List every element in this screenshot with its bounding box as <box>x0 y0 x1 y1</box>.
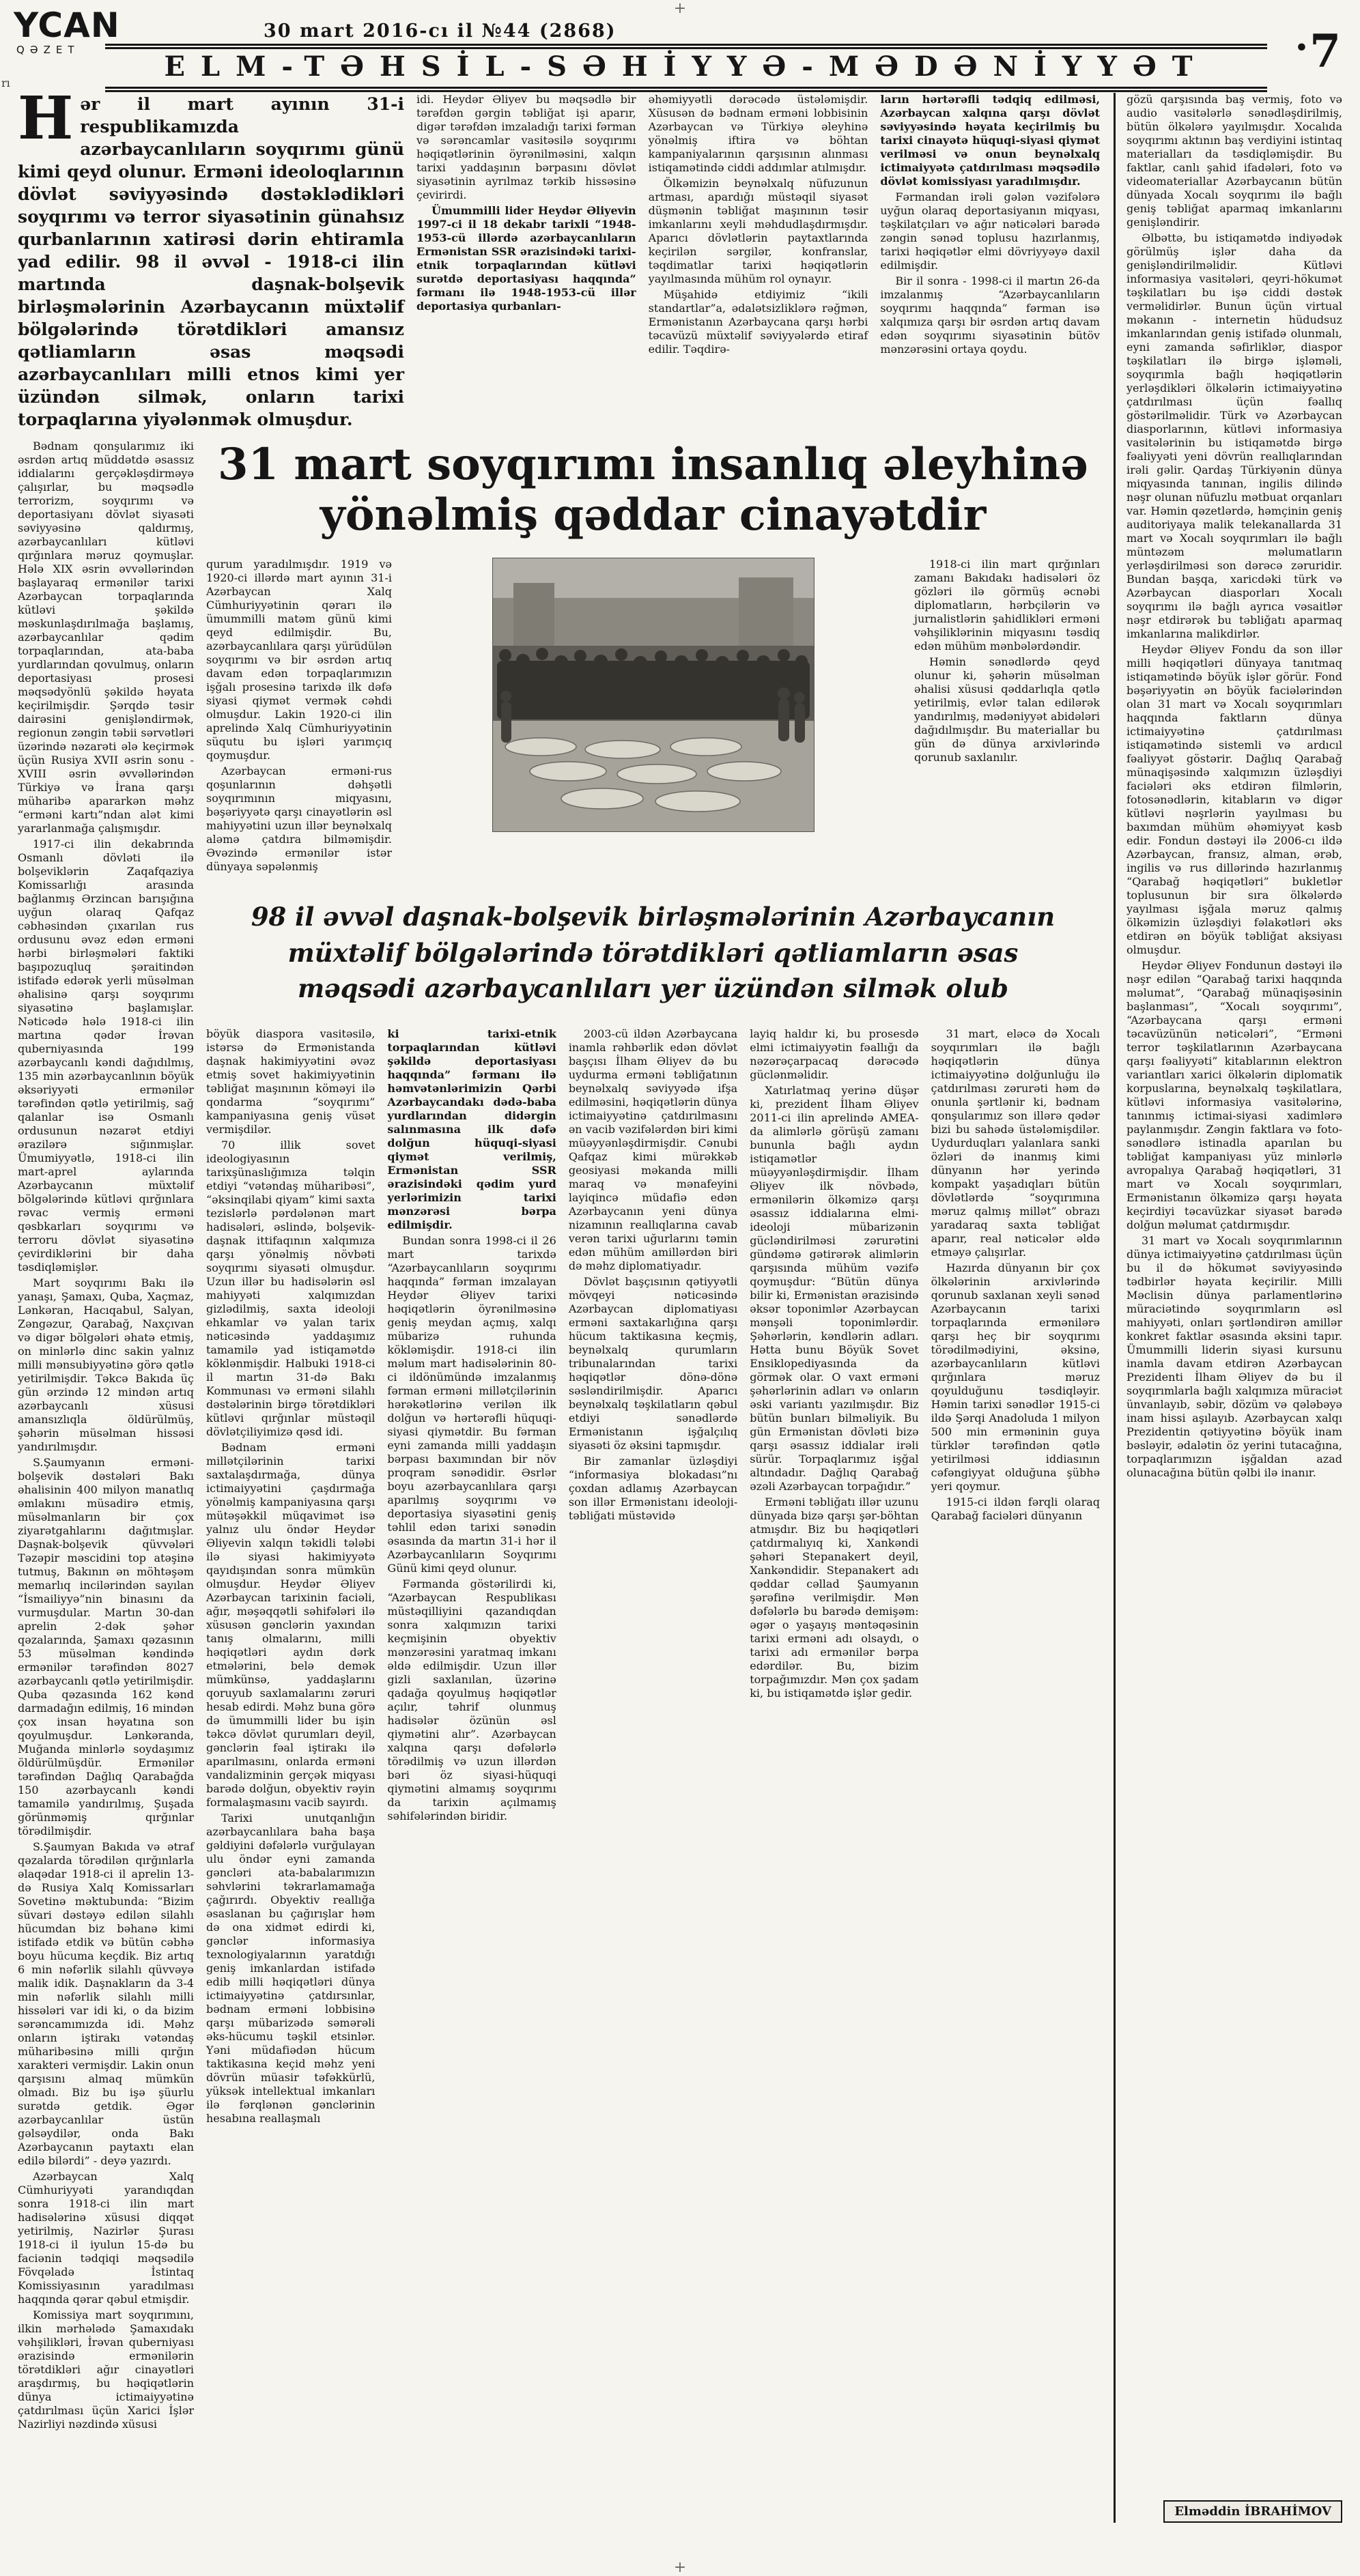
pull-quote: 98 il əvvəl daşnak-bolşevik birləşmələrinin Azərbaycanın müxtəlif bölgələrində törətdikləri qətliamların əsas məqsədi azərbaycanlıları yer üzündən silmək olub <box>251 902 1056 1004</box>
paragraph: S.Şaumyan Bakıda və ətraf qəzalarda törədilən qırğınlarla əlaqədar 1918-ci il aprelin 13-də Rusiya Xalq Komissarları Sovetinə məktubunda: “Bizim süvari dəstəyə edilən silahlı hücumdan biz bəhanə kimi istifadə etdik və bütün cəbhə boyu hücuma keçdik. Biz artıq 6 min nəfərlik silahlı qüvvəyə malik idik. Daşnakların da 3-4 min nəfərlik silahlı milli hissələri var idi ki, o da bizim sərəncamımızda idi. Məhz onların iştirakı vətəndaş müharibəsinə milli qırğın xarakteri vermişdir. Lakin onun qarşısını almaq mümkün olmadı. Biz bu işə şüurlu surətdə getdik. Əgər azərbaycanlılar üstün gəlsəydilər, onda Bakı Azərbaycanın paytaxtı elan edilə bilərdi” - deyə yazırdı. <box>18 1840 194 2167</box>
paragraph: Mart soyqırımı Bakı ilə yanaşı, Şamaxı, Quba, Xaçmaz, Lənkəran, Hacıqabul, Salyan, Zəngəzur, Qarabağ, Naxçıvan və digər bölgələri əhatə etmiş, on minlərlə dinc sakin yalnız milli mənsubiyyətinə görə qətlə yetirilmişdir. Təkcə Bakıda üç gün ərzində 12 mindən artıq azərbaycanlı xüsusi amansızlıqla öldürülmüş, şəhərin müsəlman hissəsi yandırılmışdır. <box>18 1276 194 1453</box>
paragraph: Bundan sonra 1998-ci il 26 mart tarixdə “Azərbaycanlıların soyqırımı haqqında” fərman imzalayan Heydər Əliyev tarixi həqiqətlərin öyrənilməsinə geniş meydan açmış, xalqı mübarizə ruhunda kökləmişdir. 1918-ci ilin məlum mart hadisələrinin 80-ci ildönümündə imzalanmış fərman erməni millətçilərinin hərəkətlərinə verilən ilk dolğun və hərtərəfli hüquqi-siyasi qiymətdir. Bu fərman eyni zamanda milli yaddaşın bərpası baxımından bir növ proqram sənədidir. Əsrlər boyu azərbaycanlılara qarşı aparılmış soyqırımı və deportasiya siyasətini geniş təhlil edən tarixi sənədin əsasında da martın 31-i hər il Azərbaycanlıların Soyqırımı Günü kimi qeyd olunur. <box>387 1233 556 1575</box>
page-number-value: 7 <box>1309 25 1341 78</box>
paragraph: Fərmanda göstərilirdi ki, “Azərbaycan Respublikası müstəqilliyini qazandıqdan sonra xalqımızın tarixi keçmişinin obyektiv mənzərəsini yaratmaq imkanı əldə edilmişdir. Uzun illər gizli saxlanılan, üzərinə qadağa qoyulmuş həqiqətlər açılır, təhrif olunmuş hadisələr özünün əsl qiymətini alır”. Azərbaycan xalqına qarşı dəfələrlə törədilmiş və uzun illərdən bəri öz siyasi-hüquqi qiymətini almamış soyqırımı da tarixin açılmamış səhifələrindən biridir. <box>387 1577 556 1822</box>
lower-band <box>206 1027 1100 2523</box>
logo-subtitle: QƏZET <box>16 44 80 56</box>
paragraph: 1915-ci ildən fərqli olaraq Qarabağ faciələri dünyanın <box>931 1495 1101 1522</box>
paragraph: Dövlət başçısının qətiyyətli mövqeyi nəticəsində Azərbaycan diplomatiyası erməni saxtakarlığına qarşı hücum taktikasına keçmiş, beynəlxalq qurumların tribunalarından tarixi həqiqətlər dönə-dönə səsləndirilmişdir. Aparıcı beynəlxalq təşkilatların qəbul etdiyi sənədlərdə Ermənistanın işğalçılıq siyasəti öz əksini tapmışdır. <box>568 1274 738 1452</box>
paragraph: Tarixi unutqanlığın azərbaycanlılara baha başa gəldiyini dəfələrlə vurğulayan ulu öndər eyni zamanda gəncləri ata-babalarımızın səhvlərini təkrarlamamağa çağırırdı. Obyektiv reallığa əsaslanan bu çağırışlar həm də ona xidmət edirdi ki, gənclər informasiya texnologiyalarının yaratdığı geniş imkanlardan istifadə edib milli həqiqətləri dünya ictimaiyyətinə çatdırsınlar, bədnam erməni lobbisinə qarşı mübarizədə səmərəli əks-hücumu təşkil etsinlər. Yəni müdafiədən hücum taktikasına keçid məhz yeni dövrün müasir təfəkkürlü, yüksək intellektual imkanları ilə fərqlənən gənclərinin hesabına reallaşmalı <box>206 1811 376 2125</box>
paragraph: Bir il sonra - 1998-ci il martın 26-da imzalanmış “Azərbaycanlıların soyqırımı haqqında” fərman isə xalqımıza qarşı bir əsrdən artıq davam edən soyqırımı siyasətinin bütöv mənzərəsini ortaya qoydu. <box>880 274 1101 356</box>
lead-paragraph <box>18 84 404 431</box>
column-mid-left <box>206 558 392 876</box>
column-lower-5 <box>931 1027 1100 2523</box>
top-band <box>18 84 1101 431</box>
column-rail <box>1127 93 1342 1482</box>
paragraph: əhəmiyyətli dərəcədə üstələmişdir. Xüsusən də bədnam erməni lobbisinin Azərbaycan və Türkiyə əleyhinə yönəlmiş iftira və böhtan kampaniyalarının qarşısının alınması istiqamətində ciddi addımlar atılmışdır. <box>648 93 868 174</box>
main-article-zone <box>18 84 1101 2523</box>
paragraph: Komissiya mart soyqırımını, ilkin mərhələdə Şamaxıdakı vəhşilikləri, İrəvan quberniyası ərazisində ermənilərin törətdikləri ağır cinayətləri araşdırmış, bu həqiqətlərin dünya ictimaiyyətinə çatdırılması üçün Xarici İşlər Nazirliyi nəzdində xüsusi <box>18 2308 194 2431</box>
column-top-c <box>880 93 1100 431</box>
right-rail-column <box>1114 93 1342 2523</box>
section-banner: ELM-TƏHSİL-SƏHİYYƏ-MƏDƏNİYYƏT <box>105 44 1267 92</box>
photo-image <box>492 558 814 832</box>
column-top-a <box>416 93 636 431</box>
paragraph: Heydər Əliyev Fondu da son illər milli həqiqətləri dünyaya tanıtmaq istiqamətində böyük işlər görür. Fond bəşəriyyətin ən böyük faciələrindən olan 31 mart və Xocalı soyqırımları haqqında faktların dünya ictimaiyyətinə çatdırılması istiqamətində sistemli və ardıcıl fəaliyyət göstərir. Dağlıq Qarabağ münaqişəsində xalqımızın üzləşdiyi faciələri əks etdirən filmlərin, fotosənədlərin, kitabların və digər kütləvi nəşrlərin yayılması bu baxımdan mühüm əhəmiyyət kəsb edir. Fondun dəstəyi ilə 2006-cı ildə Azərbaycan, fransız, alman, ərəb, ingilis və rus dillərində hazırlanmış “Qarabağ həqiqətləri” bukletlər toplusunun bir sıra ölkələrdə yayılması işğala məruz qalmış ölkəmizin üzləşdiyi fəlakətləri əks etdirən ən böyük təbliğat aksiyası olmuşdur. <box>1127 643 1342 956</box>
paragraph: 70 illik sovet ideologiyasının tarixşünaslığımıza təlqin etdiyi “vətəndaş müharibəsi”, “əksinqilabi qiyam” kimi saxta tezislərlə pərdələnən mart hadisələri, əslində, bolşevik-daşnak ittifaqının xalqımıza qarşı yönəlmiş növbəti soyqırımı siyasəti olmuşdur. Uzun illər bu hadisələrin əsl mahiyyəti xalqımızdan gizlədilmiş, saxta ideoloji ehkamlar və yalan tarix nəticəsində yaddaşımız tamamilə yad istiqamətdə köklənmişdir. Halbuki 1918-ci il martın 31-də Bakı Kommunası və erməni silahlı dəstələrinin birgə törətdikləri kütləvi qırğınlar müstəqil dövlətçiliyimizə qəsd idi. <box>206 1138 376 1438</box>
paragraph: Fərmandan irəli gələn vəzifələrə uyğun olaraq deportasiyanın miqyası, təşkilatçıları və ağır nəticələri barədə zəngin sənəd toplusu hazırlanmış, tarixi həqiqətlər elmi dövriyyəyə daxil edilmişdir. <box>880 190 1101 272</box>
article-photo <box>404 558 902 876</box>
paragraph: Müşahidə etdiyimiz “ikili standartlar”a, ədalətsizliklərə rəğmən, Ermənistanın Azərbaycana qarşı hərbi təcavüzü müxtəlif səviyyələrdə etiraf edilir. Təqdirə- <box>648 288 868 356</box>
paragraph: Azərbaycan Xalq Cümhuriyyəti yarandıqdan sonra 1918-ci ilin mart hadisələrinə xüsusi diqqət yetirilmiş, Nazirlər Şurası 1918-ci il iyulun 15-də bu faciənin tədqiqi məqsədilə Fövqəladə İstintaq Komissiyasının yaradılması haqqında qərar qəbul etmişdir. <box>18 2170 194 2306</box>
photo-band <box>206 558 1100 876</box>
paragraph: layiq haldır ki, bu prosesdə elmi ictimaiyyətin fəallığı da nəzərəçarpacaq dərəcədə güclənməlidir. <box>750 1027 919 1081</box>
paragraph: Bədnam qonşularımız iki əsrdən artıq müddətdə əsassız iddialarını gerçəkləşdirməyə çalışırlar, bu məqsədlə terrorizm, soyqırımı və deportasiyanı dövlət siyasəti səviyyəsinə qaldırmış, azərbaycanlıları kütləvi qırğınlara məruz qoymuşlar. Hələ XIX əsrin əvvəllərindən başlayaraq ermənilər tarixi Azərbaycan torpaqlarında kütləvi şəkildə məskunlaşdırılmağa başlamış, azərbaycanlılar qədim torpaqlarından, ata-baba yurdlarından qovulmuş, onların deportasiyası prosesi məqsədyönlü şəkildə həyata keçirilmişdir. Şərqdə təsir dairəsini genişləndirmək, regionun zəngin təbii sərvətləri üzərində nəzarəti ələ keçirmək üçün Rusiya XVII əsrin sonu - XVIII əsrin əvvəllərindən Türkiyə və İrana qarşı müharibə apararkən məhz “erməni kartı”ndan alət kimi yararlanmağa çalışmışdır. <box>18 440 194 835</box>
paragraph: 1918-ci ilin mart qırğınları zamanı Bakıdakı hadisələri öz gözləri ilə görmüş əcnəbi diplomatların, hərbçilərin və jurnalistlərin şahidlikləri erməni vəhşiliklərinin miqyasını təsdiq edən mühüm mənbələrdəndir. <box>914 558 1100 653</box>
lead-text: ər il mart ayının 31-i respublikamızda azərbaycanlıların soyqırımı günü kimi qeyd olunur. Erməni ideoloqlarının dövlət səviyyəsində dəstəklədikləri soyqırımı və terror siyasətinin günahsız qurbanlarının xatirəsi dərin ehtiramla yad edilir. 98 il əvvəl - 1918-ci ilin martında daşnak-bolşevik birləşmələrinin Azərbaycanın müxtəlif bölgələrində törətdikləri amansız qətliamların əsas məqsədi azərbaycanlıları milli etnos kimi yer üzündən silmək, onların tarixi torpaqlarına yiyələnmək olmuşdur. <box>18 94 404 429</box>
column-lower-2 <box>387 1027 556 2523</box>
paragraph: gözü qarşısında baş vermiş, foto və audio vasitələrlə sənədləşdirilmiş, bütün ölkələrə yayılmışdır. Xocalıda soyqırımı aktının baş verdiyini istintaq materialları da təsdiqləmişdir. Bu faktlar, canlı şahid ifadələri, foto və videomateriallar Azərbaycanın bütün dünyada Xocalı soyqırımı ilə bağlı geniş təbliğat aparmaq imkanlarını genişləndirir. <box>1127 93 1342 229</box>
dateline: 30 mart 2016-cı il №44 (2868) <box>264 20 617 42</box>
paragraph: ki tarixi-etnik torpaqlarından kütləvi şəkildə deportasiyası haqqında” fərmanı ilə həmvətənlərimizin Qərbi Azərbaycandakı dədə-baba yurdlarından didərgin salınmasına ilk dəfə dolğun hüquqi-siyasi qiymət verilmiş, Ermənistan SSR ərazisindəki qədim yurd yerlərimizin tarixi mənzərəsi bərpa edilmişdir. <box>387 1027 556 1231</box>
paragraph: S.Şaumyanın erməni-bolşevik dəstələri Bakı əhalisinin 400 milyon manatlıq əmlakını müsadirə etmiş, müsəlmanların bir çox ziyarətgahlarını dağıtmışlar. Daşnak-bolşevik qüvvələri Təzəpir məscidini top atəşinə tutmuş, Bakının ən möhtəşəm memarlıq incilərindən sayılan “İsmailiyyə”nin binasını da vurmuşdular. Martın 30-dan aprelin 2-dək şəhər qəzalarında, Şamaxı qəzasının 53 müsəlman kəndində ermənilər tərəfindən 8027 azərbaycanlı qətlə yetirilmişdir. Quba qəzasında 162 kənd darmadağın edilmiş, 16 mindən çox insan həyatına son qoyulmuşdur. Lənkəranda, Muğanda minlərlə soydaşımız öldürülmüşdür. Ermənilər tərəfindən Dağlıq Qarabağda 150 azərbaycanlı kəndi tamamilə yandırılmış, Şuşada görünməmiş qırğınlar törədilmişdir. <box>18 1456 194 1837</box>
paragraph: Həmin sənədlərdə qeyd olunur ki, şəhərin müsəlman əhalisi xüsusi qəddarlıqla qətlə yetirilmiş, evlər talan edilərək yandırılmış, mədəniyyət abidələri dağıdılmışdır. Bu materiallar bu gün də dünya arxivlərində qorunub saxlanılır. <box>914 655 1100 764</box>
body-band <box>18 440 1100 2523</box>
paragraph: böyük diaspora vasitəsilə, istərsə də Ermənistanda daşnak hakimiyyətini əvəz etmiş sovet hakimiyyətinin təbliğat maşınının köməyi ilə qondarma “soyqırımı” kampaniyasına geniş vüsət vermişdilər. <box>206 1027 376 1136</box>
page-body <box>18 84 1342 2523</box>
byline-container <box>1127 2489 1342 2523</box>
paragraph: Ölkəmizin beynəlxalq nüfuzunun artması, apardığı müstəqil siyasət düşmənin təbliğat maşınının təsir imkanlarını xeyli məhdudlaşdırmışdır. Aparıcı dövlətlərin paytaxtlarında keçirilən sərgilər, konfranslar, təqdimatlar tarixi həqiqətlərin yayılmasında mühüm rol oynayır. <box>648 177 868 285</box>
paragraph: ların hərtərəfli tədqiq edilməsi, Azərbaycan xalqına qarşı dövlət səviyyəsində həyata keçirilmiş bu tarixi cinayətə hüquqi-siyasi qiymət verilməsi və onun beynəlxalq ictimaiyyətə çatdırılması məqsədilə dövlət komissiyası yaradılmışdır. <box>880 93 1101 188</box>
drop-cap: H <box>18 84 74 153</box>
paragraph: idi. Heydər Əliyev bu məqsədlə bir tərəfdən gərgin təbliğat işi aparır, digər tərəfdən imzaladığı tarixi fərman və sərəncamlar vasitəsilə soyqırımı həqiqətlərinin öyrənilməsini, xalqın tarixi yaddaşının bərpasını dövlət siyasətinin ayrılmaz tərkib hissəsinə çevirirdi. <box>416 93 636 201</box>
masthead <box>14 5 1342 90</box>
paragraph: Bədnam erməni millətçilərinin tarixi saxtalaşdırmağa, dünya ictimaiyyətini çaşdırmağa yönəlmiş kampaniyasına qarşı mütəşəkkil müqavimət isə yalnız ulu öndər Heydər Əliyevin xalqın təkidli tələbi ilə siyasi hakimiyyətə qayıdışından sonra mümkün olmuşdur. Heydər Əliyev Azərbaycan tarixinin faciəli, ağır, məşəqqətli səhifələri ilə xüsusən gənclərin yaxından tanış olmalarını, milli həqiqətləri aydın dərk etmələrini, belə demək mümkünsə, yaddaşlarını qoruyub saxlamalarını zəruri hesab edirdi. Məhz buna görə də ümummilli lider bu işin təkcə dövlət qurumları deyil, gənclərin fəal iştirakı ilə aparılmasını, onlarda erməni vandalizminin gerçək miqyası barədə dolğun, obyektiv rəyin formalaşmasını vacib sayırdı. <box>206 1440 376 1809</box>
paragraph: 1917-ci ilin dekabrında Osmanlı dövləti ilə bolşeviklərin Zaqafqaziya Komissarlığı arasında bağlanmış Ərzincan barışığına uyğun olaraq Qafqaz cəbhəsindən çıxarılan rus ordusunu əvəz edən erməni hərbi birləşmələri faktiki başıpozuqluq şəraitindən istifadə edərək yerli müsəlman əhalisinə qarşı soyqırımı siyasətinə başlamışlar. Nəticədə hələ 1918-ci ilin martına qədər İrəvan quberniyasında 199 azərbaycanlı kəndi dağıdılmış, 135 min azərbaycanlının böyük əksəriyyəti ermənilər tərəfindən qətlə yetirilmiş, sağ qalanlar isə Osmanlı ordusunun nəzarət etdiyi ərazilərə sığınmışlar. Ümumiyyətlə, 1918-ci ilin mart-aprel aylarında Azərbaycanın müxtəlif bölgələrində kütləvi qırğınlara rəvac vermiş erməni qəsbkarları soyqırımı və terroru dövlət siyasətinə çevirdiklərini bir daha təsdiqləmişlər. <box>18 838 194 1274</box>
author-byline: Elməddin İBRAHİMOV <box>1163 2500 1342 2523</box>
newspaper-logo <box>14 5 120 56</box>
paragraph: 31 mart, eləcə də Xocalı soyqırımları ilə bağlı həqiqətlərin dünya ictimaiyyətinə dolğunluğu ilə çatdırılması zərurəti həm də onunla şərtlənir ki, bədnam qonşularımız son illərə qədər bizi bu sahədə üstələmişdilər. Uydurduqları yalanlara sanki özləri də inanmış kimi dünyanın hər yerində kompakt yaşadıqları bütün dövlətlərdə “soyqırımına məruz qalmış millət” obrazı yaradaraq saxta təbliğat aparır, real nəticələr əldə etməyə çalışırlar. <box>931 1027 1101 1259</box>
column-top-b <box>649 93 868 431</box>
page-number-bullet: • <box>1294 36 1309 60</box>
paragraph: Heydər Əliyev Fondunun dəstəyi ilə nəşr edilən “Qarabağ tarixi haqqında məlumat”, “Qarabağ münaqişəsinin başlanması”, “Xocalı soyqırımı”, “Azərbaycana qarşı erməni təcavüzünün nəticələri”, “Erməni terror təşkilatlarının Azərbaycana qarşı fəaliyyəti” kitablarının elektron variantları xarici ölkələrin diplomatik korpuslarına, beynəlxalq təşkilatlara, kütləvi informasiya vasitələrinə, tanınmış ictimai-siyasi xadimlərə paylanmışdır. Zəngin faktlara və foto-sənədlərə istinadla aparılan bu təbliğat kampaniyası yüz minlərlə avropalıya Qarabağ həqiqətləri, 31 mart və Xocalı soyqırımları, Ermənistanın ölkəmizə qarşı həyata keçirdiyi təcavüzkar siyasət barədə dolğun məlumat çatdırmışdır. <box>1127 959 1342 1231</box>
paragraph: Azərbaycan erməni-rus qoşunlarının dəhşətli soyqırımının miqyasını, bəşəriyyətə qarşı cinayətlərin əsl mahiyyətini uzun illər beynəlxalq aləmə çatdıra bilməmişdir. Əvəzində ermənilər istər dünyaya səpələnmiş <box>206 764 392 874</box>
column-mid-right <box>914 558 1100 876</box>
paragraph: Erməni təbliğatı illər uzunu dünyada bizə qarşı şər-böhtan atmışdır. Biz bu həqiqətləri çatdırmalıyıq ki, Xankəndi şəhəri Stepanakert deyil, Xankəndidir. Stepanakert adı qəddar cəllad Şaumyanın şərəfinə verilmişdir. Mən dəfələrlə bu barədə demişəm: əgər o yaşayış məntəqəsinin tarixi erməni adı olsaydı, o tarixi adı ermənilər bərpa edərdilər. Bu, bizim torpağımızdır. Mən çox şadam ki, bu istiqamətdə işlər gedir. <box>750 1495 919 1700</box>
crop-mark: + <box>673 0 687 17</box>
page-number <box>1294 25 1341 78</box>
paragraph: Hazırda dünyanın bir çox ölkələrinin arxivlərində qorunub saxlanan xeyli sənəd Azərbaycanın tarixi torpaqlarında ermənilərə qarşı heç bir soyqırımı törədilmədiyini, əksinə, azərbaycanlıların kütləvi qırğınlara məruz qoyulduğunu təsdiqləyir. Həmin tarixi sənədlər 1915-ci ildə Şərqi Anadoluda 1 milyon 500 min erməninin guya türklər tərəfindən qətlə yetirilməsi iddiasının cəfəngiyyat olduğuna şübhə yeri qoymur. <box>931 1261 1101 1493</box>
column-lower-1 <box>206 1027 375 2523</box>
paragraph: Xatırlatmaq yerinə düşər ki, prezident İlham Əliyev 2011-ci ilin aprelində AMEA-da alimlərlə görüşü zamanı bununla bağlı aydın istiqamətlər müəyyənləşdirmişdir. İlham Əliyev ilk növbədə, ermənilərin ölkəmizə qarşı əsassız iddialarına elmi-ideoloji mübarizənin gücləndirilməsi zərurətini gündəmə gətirərək alimlərin qarşısında mühüm vəzifə qoymuşdur: “Bütün dünya bilir ki, Ermənistan ərazisində əksər toponimlər Azərbaycan mənşəli toponimlərdir. Şəhərlərin, kəndlərin adları. Hətta bunu Böyük Sovet Ensiklopediyasında da görmək olar. O vaxt erməni şəhərlərinin adları və onların əski variantı yazılmışdır. Biz bütün bunları bilməliyik. Bu gün Ermənistan dövləti bizə qarşı əsassız iddialar irəli sürür. Torpaqlarımız işğal altındadır. Dağlıq Qarabağ əzəli Azərbaycan torpağıdır.” <box>750 1083 919 1493</box>
headline: 31 mart soyqırımı insanlıq əleyhinə yönəlmiş qəddar cinayətdir <box>218 439 1088 541</box>
logo-text: YCAN <box>14 5 120 45</box>
column-left <box>18 440 194 2523</box>
paragraph: 31 mart və Xocalı soyqırımlarının dünya ictimaiyyətinə çatdırılması üçün bu il də hökumət səviyyəsində tədbirlər həyata keçirilir. Milli Məclisin dünya parlamentlərinə müraciətində soyqırımların əsl mahiyyəti, onları şərtləndirən amillər konkret faktlar əsasında əksini tapır. Ümummilli liderin siyasi kursunu inamla davam etdirən Azərbaycan Prezidenti İlham Əliyev də bu il soyqırımlarla bağlı xalqımıza müraciət ünvanlayıb, səbir, dözüm və qələbəyə inam hissi aşılayıb. Azərbaycan xalqı Prezidentin qətiyyətinə böyük inam bəsləyir, ədalətin öz yerini tutacağına, torpaqlarımızın işğaldan azad olunacağına bütün qəlbi ilə inanır. <box>1127 1234 1342 1479</box>
paragraph: Ümummilli lider Heydər Əliyevin 1997-ci il 18 dekabr tarixli “1948-1953-cü illərdə azərbaycanlıların Ermənistan SSR ərazisindəki tarixi-etnik torpaqlarından kütləvi surətdə deportasiyası haqqında” fərmanı ilə 1948-1953-cü illər deportasiya qurbanları- <box>416 204 636 313</box>
center-zone <box>206 440 1100 2523</box>
crop-mark: + <box>673 2559 687 2576</box>
paragraph: qurum yaradılmışdır. 1919 və 1920-ci illərdə mart ayının 31-i Azərbaycan Xalq Cümhuriyyətinin qərarı ilə ümummilli matəm günü kimi qeyd edilmişdir. Bu, azərbaycanlılara qarşı yürüdülən soyqırımı və bir əsrdən artıq davam edən torpaqlarımızın işğalı prosesinə tarixdə ilk dəfə siyasi qiymət vermək cəhdi olmuşdur. Lakin 1920-ci ilin aprelində Xalq Cümhuriyyətinin süqutu bu işləri yarımçıq qoymuşdur. <box>206 558 392 762</box>
paragraph: Əlbəttə, bu istiqamətdə indiyədək görülmüş işlər daha da genişləndirilməlidir. Kütləvi informasiya vasitələri, qeyri-hökumət təşkilatları bu işə ciddi dəstək verməlidirlər. Bunun üçün virtual məkanın - internetin hüdudsuz imkanlarından geniş istifadə olunmalı, eyni zamanda səfirliklər, diaspor təşkilatları ilə birgə işləməli, soyqırımla bağlı həqiqətlərin yerləşdikləri ölkələrin ictimaiyyətinə çatdırılması üçün fəallıq göstərilməlidir. Türk və Azərbaycan diasporlarının, kütləvi informasiya vasitələrinin bu istiqamətdə birgə fəaliyyəti yeni dövrün reallıqlarından irəli gəlir. Qardaş Türkiyənin dünya miqyasında tanınan, ingilis dilində nəşr olunan nüfuzlu mətbuat orqanları var. Həmin qəzetlərdə, həmçinin geniş auditoriyaya malik telekanallarda 31 mart və Xocalı soyqırımları ilə bağlı müntəzəm məlumatların yerləşdirilməsi son dərəcə zəruridir. Bundan başqa, xaricdəki türk və Azərbaycan diasporları Xocalı soyqırımı ilə bağlı ayrıca vəsaitlər nəşr etdirərək bu təbliğatı aparmaq imkanlarına malikdirlər. <box>1127 231 1342 640</box>
edge-fragment: rı <box>1 76 10 89</box>
paragraph: 2003-cü ildən Azərbaycana inamla rəhbərlik edən dövlət başçısı İlham Əliyev də bu uydurma erməni təbliğatının beynəlxalq səviyyədə ifşa edilməsini, həqiqətlərin dünya ictimaiyyətinə çatdırılmasını ən vacib vəzifələrdən biri kimi müəyyənləşdirmişdir. Cənubi Qafqaz kimi mürəkkəb geosiyasi məkanda milli maraq və mənafeyini layiqincə müdafiə edən Azərbaycanın yeni dünya nizamının reallıqlarına cavab verən tarixi uğurlarını təmin edən mühüm amillərdən biri də məhz diplomatiyadır. <box>568 1027 738 1272</box>
column-lower-3 <box>569 1027 737 2523</box>
paragraph: Bir zamanlar üzləşdiyi “informasiya blokadası”nı çoxdan adlamış Azərbaycan son illər Ermənistanı ideoloji-təbliğati müstəvidə <box>568 1454 738 1522</box>
column-lower-4 <box>750 1027 918 2523</box>
